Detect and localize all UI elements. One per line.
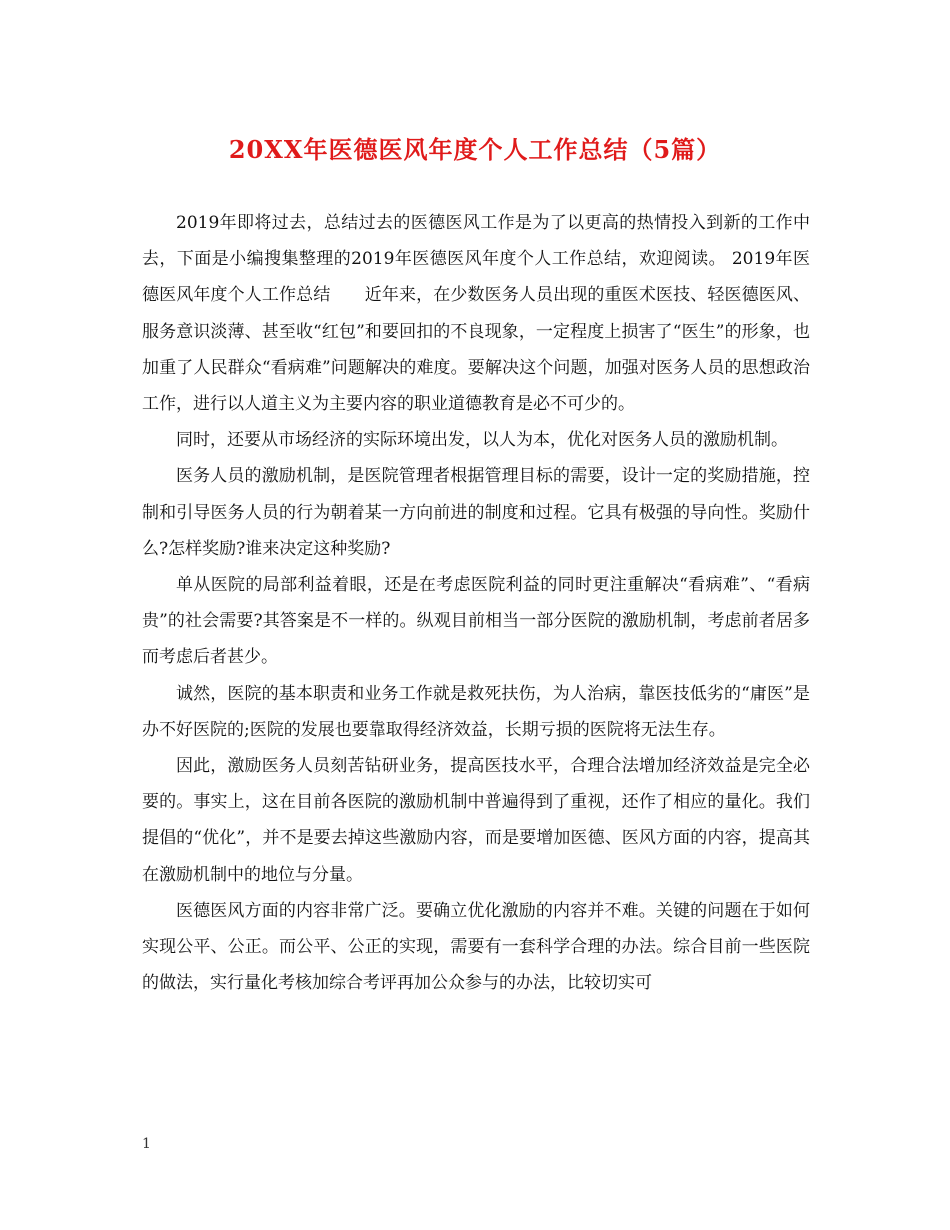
document-title: 20XX年医德医风年度个人工作总结（5篇） bbox=[228, 135, 722, 164]
paragraph: 2019年即将过去，总结过去的医德医风工作是为了以更高的热情投入到新的工作中去，下面是小编搜集整理的2019年医德医风年度个人工作总结，欢迎阅读。 2019年医德医风年度个人工作总结 近年来，在少数医务人员出现的重医术医技、轻医德医风、服务意识淡薄、甚至收“红包”和要回扣的不良现象，一定程度上损害了“医生”的形象，也加重了人民群众“看病难”问题解决的难度。要解决这个问题，加强对医务人员的思想政治工作，进行以人道主义为主要内容的职业道德教育是必不可少的。 bbox=[142, 213, 810, 415]
paragraph: 因此，激励医务人员刻苦钻研业务，提高医技水平，合理合法增加经济效益是完全必要的。事实上，这在目前各医院的激励机制中普遍得到了重视，还作了相应的量化。我们提倡的“优化”，并不是要去掉这些激励内容，而是要增加医德、医风方面的内容，提高其在激励机制中的地位与分量。 bbox=[142, 756, 810, 885]
paragraph: 单从医院的局部利益着眼，还是在考虑医院利益的同时更注重解决“看病难”、“看病贵”的社会需要?其答案是不一样的。纵观目前相当一部分医院的激励机制，考虑前者居多而考虑后者甚少。 bbox=[142, 575, 810, 668]
paragraph: 诚然，医院的基本职责和业务工作就是救死扶伤，为人治病，靠医技低劣的“庸医”是办不好医院的;医院的发展也要靠取得经济效益，长期亏损的医院将无法生存。 bbox=[142, 683, 810, 740]
paragraph: 同时，还要从市场经济的实际环境出发，以人为本，优化对医务人员的激励机制。 bbox=[176, 430, 788, 451]
paragraph: 医德医风方面的内容非常广泛。要确立优化激励的内容并不难。关键的问题在于如何实现公平、公正。而公平、公正的实现，需要有一套科学合理的办法。综合目前一些医院的做法，实行量化考核加综合考评再加公众参与的办法，比较切实可 bbox=[142, 900, 810, 994]
paragraph: 医务人员的激励机制，是医院管理者根据管理目标的需要，设计一定的奖励措施，控制和引导医务人员的行为朝着某一方向前进的制度和过程。它具有极强的导向性。奖励什么?怎样奖励?谁来决定这种奖励? bbox=[142, 466, 810, 559]
document-body bbox=[142, 205, 810, 1001]
page-number: 1 bbox=[142, 1136, 151, 1152]
